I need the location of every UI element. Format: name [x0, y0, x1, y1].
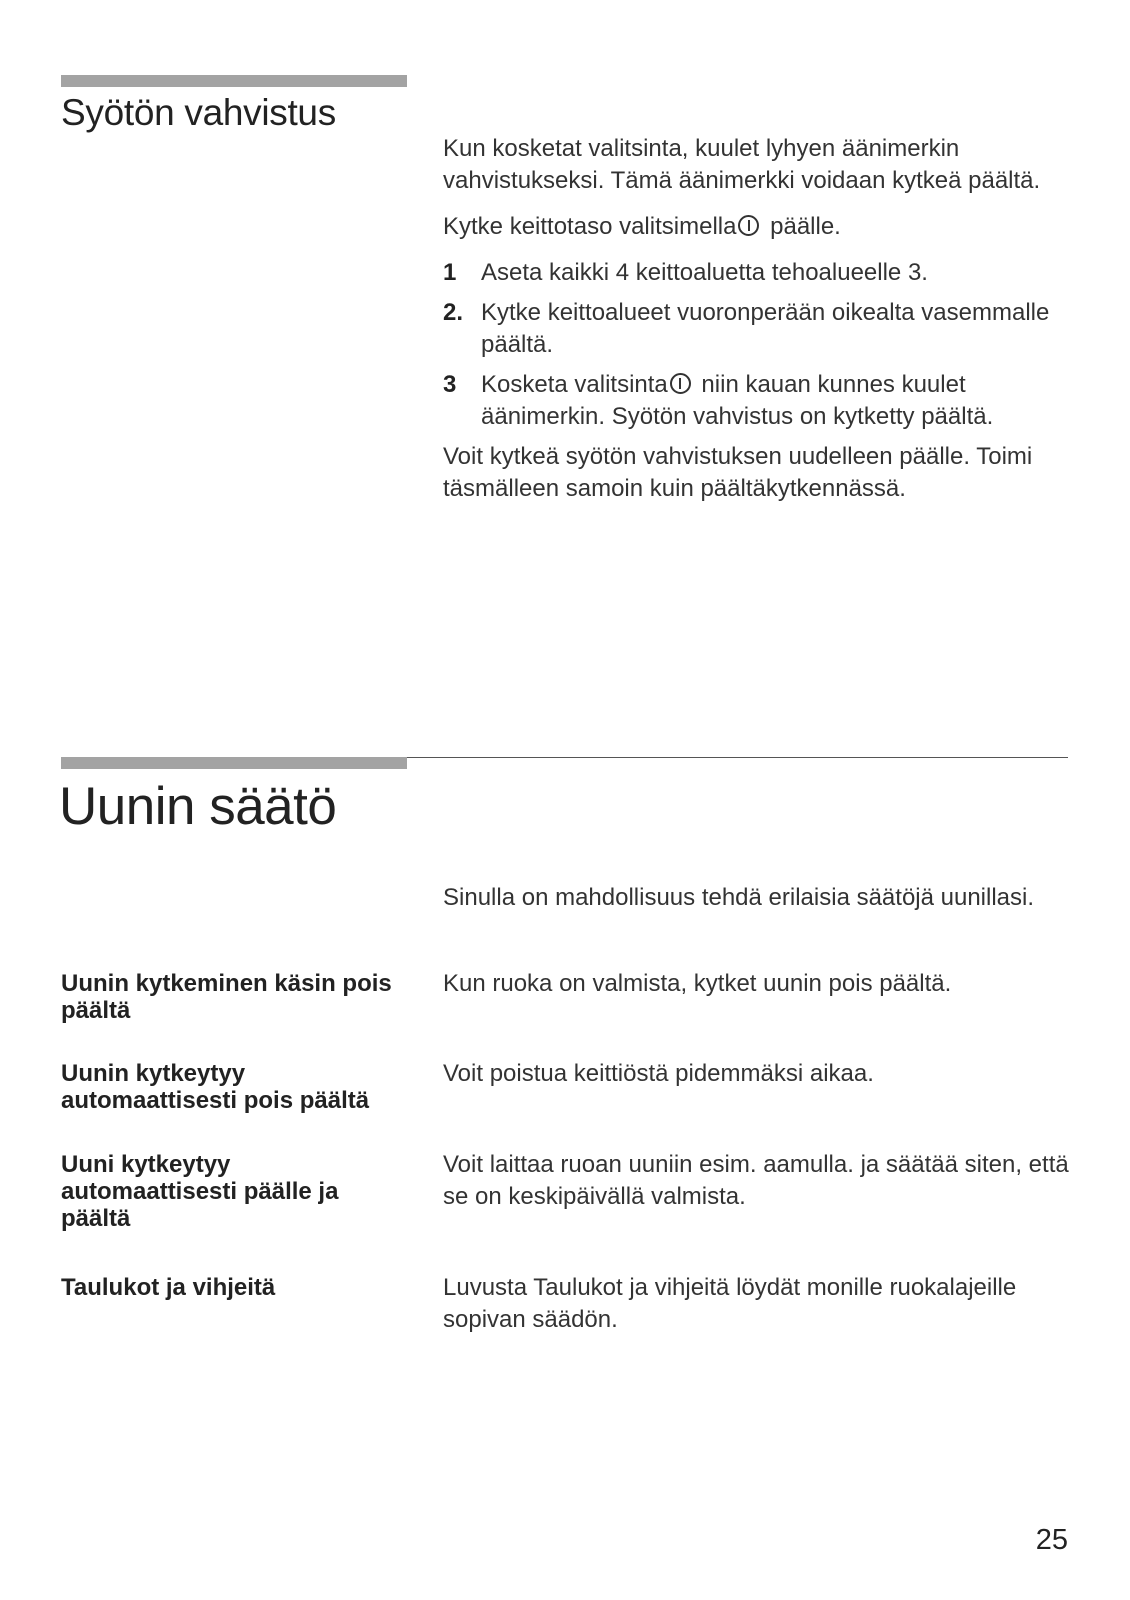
chapter-intro: Sinulla on mahdollisuus tehdä erilaisia säätöjä uunillasi. — [443, 884, 1035, 911]
step-number: 2. — [443, 299, 464, 326]
step-number: 1 — [443, 259, 457, 286]
step-text: Kosketa valitsinta niin kauan kunnes kuulet äänimerkin. Syötön vahvistus on kytketty päältä. — [481, 371, 994, 430]
row-text: Kun ruoka on valmista, kytket uunin pois päältä. — [443, 970, 952, 997]
list-item — [443, 257, 1083, 289]
step-text: Aseta kaikki 4 keittoaluetta tehoalueelle 3. — [481, 259, 928, 286]
chapter-title: Uunin säätö — [59, 777, 337, 836]
steps-list — [443, 257, 1083, 433]
step-text: Kytke keittoalueet vuoronperään oikealta vasemmalle päältä. — [481, 299, 1050, 358]
list-item — [443, 297, 1083, 361]
list-item — [443, 369, 1083, 433]
section-body — [443, 133, 1083, 519]
row-text: Voit poistua keittiöstä pidemmäksi aikaa. — [443, 1060, 874, 1087]
switch-on-paragraph: Kytke keittotaso valitsimella päälle. — [443, 213, 841, 240]
step-number: 3 — [443, 371, 457, 398]
row-label: Taulukot ja vihjeitä — [61, 1274, 276, 1301]
page-number: 25 — [1035, 1524, 1068, 1556]
section-bar — [61, 75, 407, 87]
outro-paragraph: Voit kytkeä syötön vahvistuksen uudelleen päälle. Toimi täsmälleen samoin kuin päältäkytkennässä. — [443, 443, 1033, 502]
section-heading: Syötön vahvistus — [61, 92, 336, 133]
row-text: Voit laittaa ruoan uuniin esim. aamulla. ja säätää siten, että se on keskipäivällä valmista. — [443, 1151, 1069, 1210]
row-label: Uuni kytkeytyy automaattisesti päälle ja päältä — [61, 1151, 339, 1232]
intro-paragraph: Kun kosketat valitsinta, kuulet lyhyen äänimerkin vahvistukseksi. Tämä äänimerkki voidaan kytkeä päältä. — [443, 135, 1041, 194]
divider — [407, 757, 1068, 758]
power-icon — [670, 373, 691, 394]
row-text: Luvusta Taulukot ja vihjeitä löydät monille ruokalajeille sopivan säädön. — [443, 1274, 1017, 1333]
section-bar — [61, 757, 407, 769]
power-icon — [738, 215, 759, 236]
row-label: Uunin kytkeminen käsin pois päältä — [61, 970, 392, 1024]
row-label: Uunin kytkeytyy automaattisesti pois päältä — [61, 1060, 370, 1114]
